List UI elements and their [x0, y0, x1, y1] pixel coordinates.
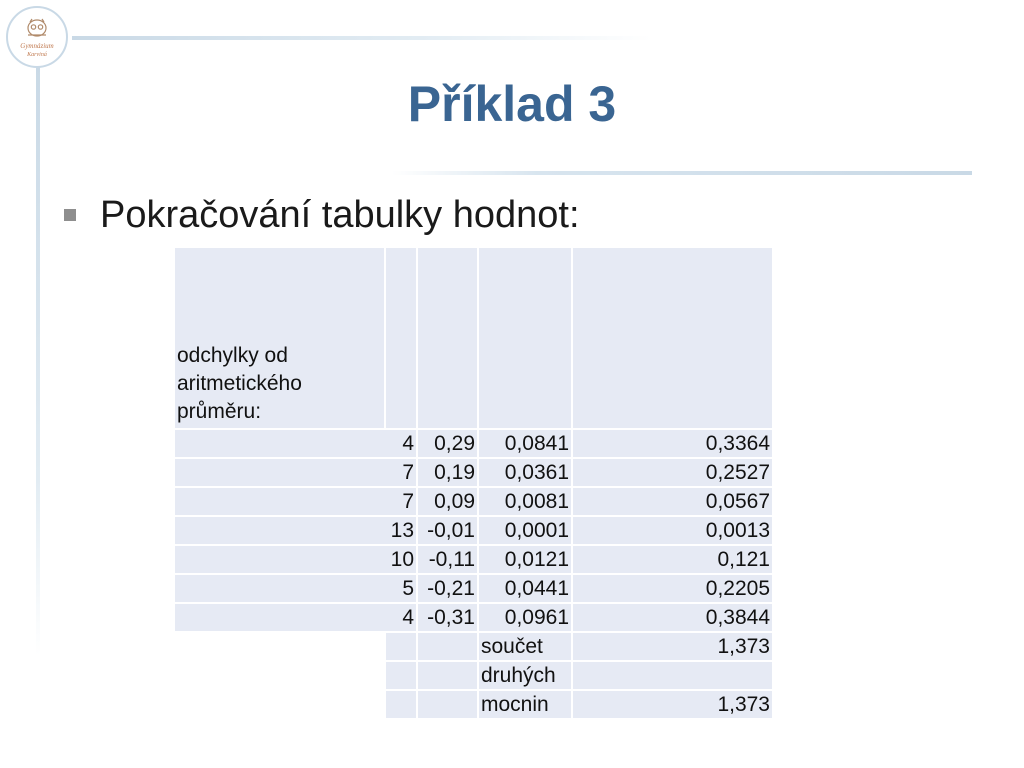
summary-row	[174, 661, 773, 690]
cell-empty	[417, 690, 478, 719]
title-underline	[392, 171, 972, 175]
cell-deviation: 0,19	[417, 458, 478, 487]
decorative-left-line	[36, 66, 40, 656]
summary-value: 1,373	[572, 690, 773, 719]
cell-empty	[385, 632, 417, 661]
cell-square: 0,0001	[478, 516, 572, 545]
cell-deviation: 0,09	[417, 487, 478, 516]
cell-product: 0,3364	[572, 429, 773, 458]
table-row	[174, 487, 773, 516]
header-cell-empty	[385, 247, 417, 429]
cell-deviation: 0,29	[417, 429, 478, 458]
cell-deviation: -0,11	[417, 545, 478, 574]
summary-label: druhých	[478, 661, 572, 690]
bullet-item	[64, 190, 580, 240]
summary-value: 1,373	[572, 632, 773, 661]
cell-empty	[417, 632, 478, 661]
summary-label: součet	[478, 632, 572, 661]
cell-square: 0,0361	[478, 458, 572, 487]
bullet-square-icon	[64, 209, 76, 221]
table-row	[174, 545, 773, 574]
cell-square: 0,0441	[478, 574, 572, 603]
logo-text-line2: Karviná	[27, 52, 47, 58]
cell-empty	[385, 661, 417, 690]
summary-row	[174, 632, 773, 661]
cell-square: 0,0081	[478, 487, 572, 516]
school-logo	[6, 6, 68, 68]
cell-empty	[417, 661, 478, 690]
cell-square: 0,0121	[478, 545, 572, 574]
cell-frequency: 7	[174, 487, 417, 516]
cell-deviation: -0,21	[417, 574, 478, 603]
cell-product: 0,121	[572, 545, 773, 574]
header-cell-empty	[478, 247, 572, 429]
cell-frequency: 10	[174, 545, 417, 574]
table-header-row	[174, 247, 773, 429]
cell-deviation: -0,31	[417, 603, 478, 632]
logo-text-line1: Gymnázium	[20, 42, 54, 50]
cell-frequency: 4	[174, 603, 417, 632]
header-cell-empty	[417, 247, 478, 429]
cell-product: 0,2527	[572, 458, 773, 487]
cell-product: 0,0567	[572, 487, 773, 516]
header-cell-deviations: odchylky od aritmetického průměru:	[174, 247, 385, 429]
bullet-text: Pokračování tabulky hodnot:	[100, 194, 580, 236]
cell-frequency: 7	[174, 458, 417, 487]
summary-label: mocnin	[478, 690, 572, 719]
table-row	[174, 603, 773, 632]
table-row	[174, 574, 773, 603]
slide-title: Příklad 3	[407, 76, 617, 132]
header-cell-empty	[572, 247, 773, 429]
cell-empty	[174, 690, 385, 719]
cell-product: 0,0013	[572, 516, 773, 545]
cell-product: 0,3844	[572, 603, 773, 632]
cell-square: 0,0841	[478, 429, 572, 458]
cell-empty	[174, 632, 385, 661]
cell-product: 0,2205	[572, 574, 773, 603]
summary-row	[174, 690, 773, 719]
cell-empty	[385, 690, 417, 719]
cell-frequency: 4	[174, 429, 417, 458]
cell-square: 0,0961	[478, 603, 572, 632]
cell-empty	[174, 661, 385, 690]
table-row	[174, 458, 773, 487]
decorative-top-line	[72, 36, 652, 40]
cell-frequency: 13	[174, 516, 417, 545]
cell-deviation: -0,01	[417, 516, 478, 545]
table-row	[174, 429, 773, 458]
table-row	[174, 516, 773, 545]
cell-frequency: 5	[174, 574, 417, 603]
summary-value	[572, 661, 773, 690]
values-table	[173, 246, 774, 720]
